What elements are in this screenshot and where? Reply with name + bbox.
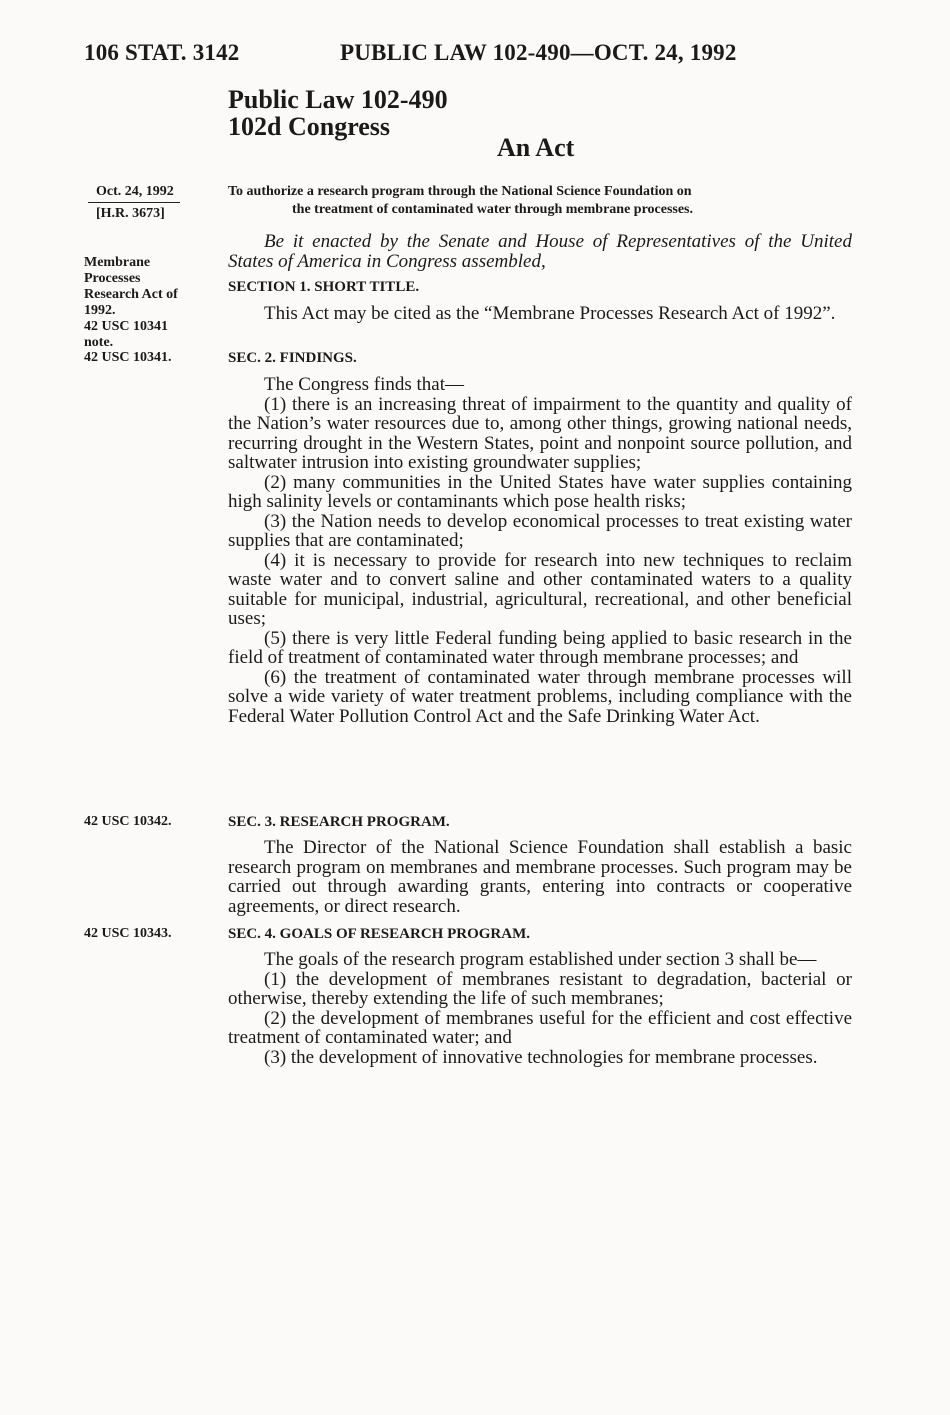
bill-number: [H.R. 3673] bbox=[96, 206, 165, 221]
section-4-intro: The goals of the research program established under section 3 shall be— bbox=[264, 949, 817, 970]
enacting-clause: Be it enacted by the Senate and House of Representatives of the United States of America in Congress assembled, bbox=[228, 231, 852, 272]
stat-page-number: 106 STAT. 3142 bbox=[84, 40, 240, 65]
finding-item: (1) there is an increasing threat of impairment to the quantity and quality of the Nation’s water resources due to, among other things, growing national needs, recurring drought in the Western States, point and nonpoint source pollution, and saltwater intrusion into existing groundwater supplies; bbox=[228, 393, 852, 473]
finding-item: (5) there is very little Federal funding being applied to basic research in the field of treatment of contaminated water through membrane processes; and bbox=[228, 627, 852, 668]
section-4-body bbox=[228, 950, 852, 1067]
date-block bbox=[88, 181, 180, 224]
section-3-heading: SEC. 3. RESEARCH PROGRAM. bbox=[228, 814, 450, 830]
finding-item: (6) the treatment of contaminated water through membrane processes will solve a wide variety of water treatment problems, including compliance with the Federal Water Pollution Control Act and the Safe Drinking Water Act. bbox=[228, 666, 852, 727]
margin-note-line: Research Act of bbox=[84, 287, 178, 302]
section-2-body bbox=[228, 375, 852, 726]
enactment-date: Oct. 24, 1992 bbox=[88, 181, 180, 203]
margin-note-line: note. bbox=[84, 335, 114, 350]
goal-item: (2) the development of membranes useful for the efficient and cost effective treatment of contaminated water; and bbox=[228, 1007, 852, 1048]
an-act-heading: An Act bbox=[497, 133, 575, 162]
goal-item: (1) the development of membranes resistant to degradation, bacterial or otherwise, thereby extending the life of such membranes; bbox=[228, 968, 852, 1009]
margin-usc-10343: 42 USC 10343. bbox=[84, 926, 172, 941]
finding-item: (3) the Nation needs to develop economical processes to treat existing water supplies that are contaminated; bbox=[228, 510, 852, 551]
title-block bbox=[228, 86, 448, 140]
margin-usc-10342: 42 USC 10342. bbox=[84, 814, 172, 829]
goal-item: (3) the development of innovative technologies for membrane processes. bbox=[264, 1046, 818, 1068]
purpose-line-2: the treatment of contaminated water through membrane processes. bbox=[292, 202, 694, 217]
margin-note-line: Processes bbox=[84, 271, 141, 286]
section-3-body bbox=[228, 838, 852, 916]
finding-item: (2) many communities in the United States have water supplies containing high salinity levels or contaminants which pose health risks; bbox=[228, 471, 852, 512]
purpose-line-1: To authorize a research program through the National Science Foundation on bbox=[228, 184, 692, 199]
margin-usc-10341: 42 USC 10341. bbox=[84, 350, 172, 365]
margin-note-line: 42 USC 10341 bbox=[84, 319, 169, 334]
section-1-paragraph: This Act may be cited as the “Membrane Processes Research Act of 1992”. bbox=[264, 303, 836, 324]
section-1-heading: SECTION 1. SHORT TITLE. bbox=[228, 279, 420, 295]
law-number: Public Law 102-490 bbox=[228, 85, 448, 114]
section-2-heading: SEC. 2. FINDINGS. bbox=[228, 350, 357, 366]
running-head-law: PUBLIC LAW 102-490—OCT. 24, 1992 bbox=[340, 40, 737, 65]
section-3-paragraph: The Director of the National Science Foundation shall establish a basic research program on membranes and membrane processes. Such program may be carried out through awarding grants, entering into contracts or cooperative agreements, or direct research. bbox=[228, 837, 852, 917]
finding-item: (4) it is necessary to provide for research into new techniques to reclaim waste water and to convert saline and other contaminated waters to a quality suitable for municipal, industrial, agricultural, recreational, and other beneficial uses; bbox=[228, 549, 852, 629]
margin-note-line: 1992. bbox=[84, 303, 116, 318]
section-1-text bbox=[228, 304, 852, 324]
margin-note-line: Membrane bbox=[84, 255, 151, 270]
margin-short-title-note bbox=[84, 255, 216, 351]
purpose-statement bbox=[228, 183, 854, 219]
section-4-heading: SEC. 4. GOALS OF RESEARCH PROGRAM. bbox=[228, 926, 530, 942]
section-2-intro: The Congress finds that— bbox=[264, 374, 465, 395]
congress: 102d Congress bbox=[228, 112, 391, 141]
